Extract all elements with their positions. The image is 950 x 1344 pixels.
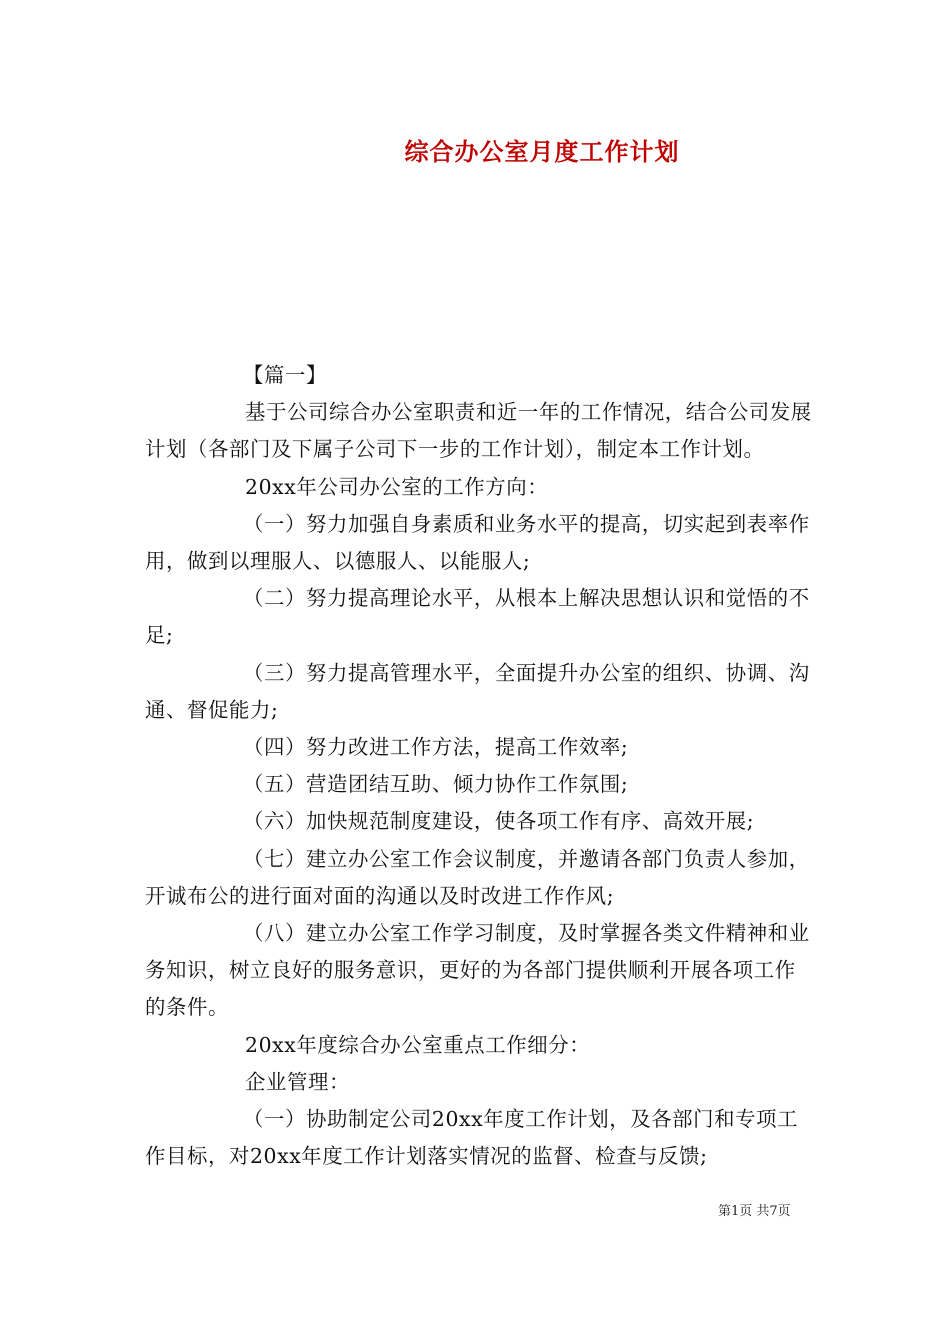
direction-item-1: （一）努力加强自身素质和业务水平的提高，切实起到表率作用，做到以理服人、以德服人、以能服人; [145, 511, 810, 574]
management-item-1: （一）协助制定公司20xx年度工作计划，及各部门和专项工作目标，对20xx年度工作计划落实情况的监督、检查与反馈; [145, 1107, 799, 1169]
direction-heading: 20xx年公司办公室的工作方向： [245, 474, 549, 499]
direction-item-4: （四）努力改进工作方法，提高工作效率; [243, 735, 629, 760]
direction-item-6: （六）加快规范制度建设，使各项工作有序、高效开展; [243, 809, 755, 834]
direction-item-3: （三）努力提高管理水平，全面提升办公室的组织、协调、沟通、督促能力; [145, 660, 810, 722]
direction-item-5: （五）营造团结互助、倾力协作工作氛围; [243, 772, 629, 797]
document-body [145, 357, 813, 1175]
enterprise-management-heading: 企业管理： [245, 1069, 350, 1094]
intro-paragraph: 基于公司综合办公室职责和近一年的工作情况，结合公司发展计划（各部门及下属子公司下一步的工作计划），制定本工作计划。 [145, 400, 812, 462]
direction-item-2: （二）努力提高理论水平，从根本上解决思想认识和觉悟的不足; [145, 586, 810, 648]
page-number: 第1页 共7页 [718, 1204, 791, 1219]
key-work-heading: 20xx年度综合办公室重点工作细分： [245, 1032, 591, 1057]
direction-item-8: （八）建立办公室工作学习制度，及时掌握各类文件精神和业务知识，树立良好的服务意识，更好的为各部门提供顺利开展各项工作的条件。 [145, 921, 810, 1020]
direction-item-7: （七）建立办公室工作会议制度，并邀请各部门负责人参加，开诚布公的进行面对面的沟通以及时改进工作作风; [145, 846, 810, 908]
document-title: 综合办公室月度工作计划 [404, 137, 680, 166]
section-heading: 【篇一】 [243, 363, 327, 387]
